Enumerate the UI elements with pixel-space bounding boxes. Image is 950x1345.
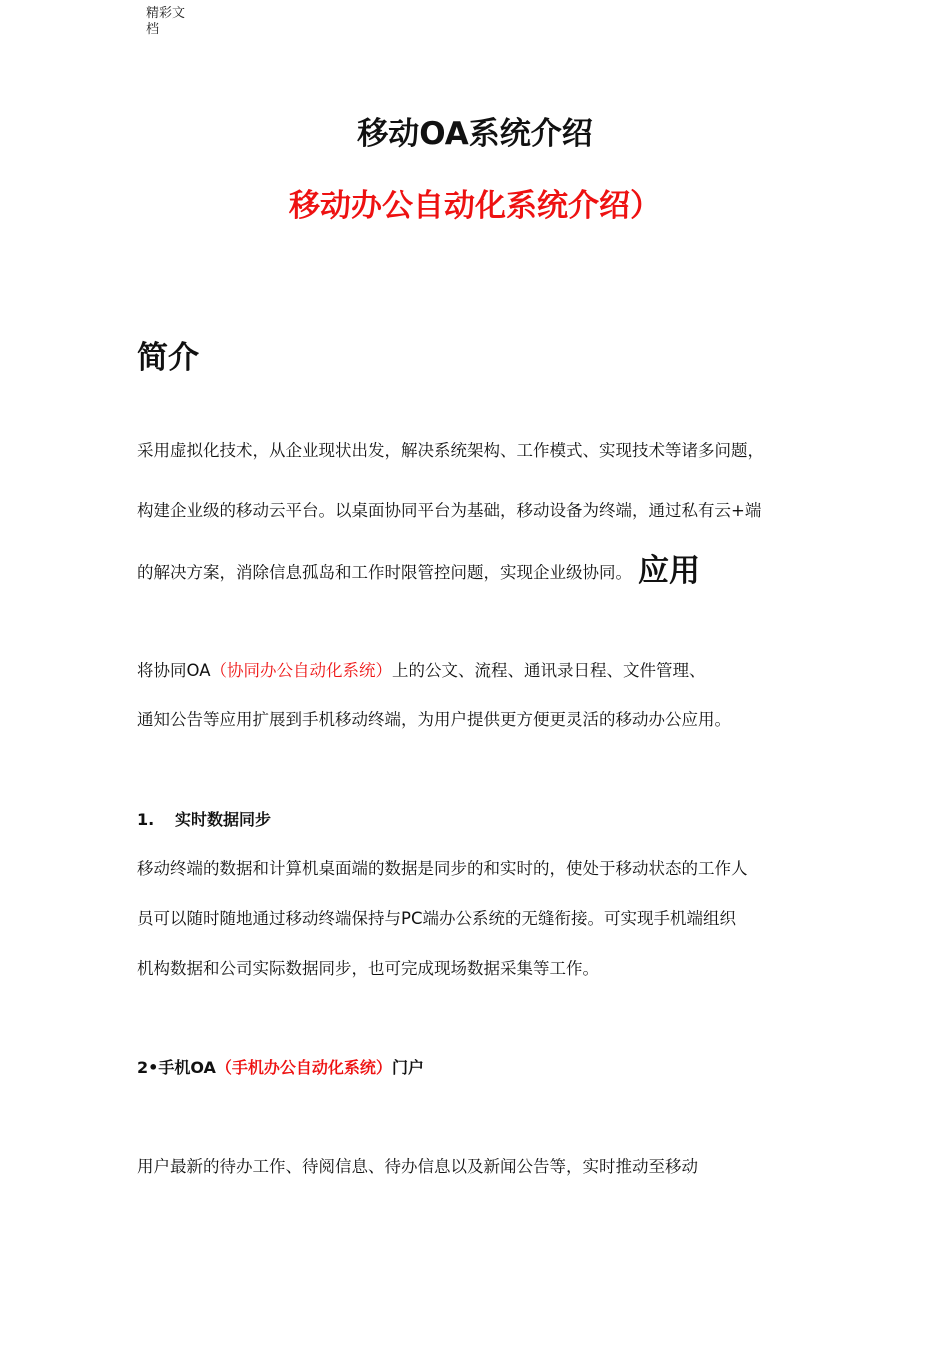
intro-line-2: 构建企业级的移动云平台。以桌面协同平台为基础，移动设备为终端，通过私有云+端	[137, 501, 762, 520]
application-line-1-prefix: 将协同OA	[137, 661, 211, 680]
section-2-heading	[137, 1056, 424, 1080]
intro-line-3	[137, 553, 827, 619]
section-1-number: 1.	[137, 810, 155, 829]
section-2-red: （手机办公自动化系统）	[215, 1058, 392, 1077]
section-1-line-3: 机构数据和公司实际数据同步，也可完成现场数据采集等工作。	[137, 959, 599, 978]
application-line-1	[137, 659, 706, 683]
application-heading: 应用	[638, 553, 700, 589]
section-2-prefix: 2•手机OA	[137, 1058, 216, 1077]
intro-paragraph	[137, 439, 827, 619]
intro-heading: 简介	[137, 340, 199, 376]
document-subtitle: 移动办公自动化系统介绍）	[289, 188, 661, 224]
section-2-line: 用户最新的待办工作、待阅信息、待办信息以及新闻公告等，实时推动至移动	[137, 1157, 698, 1176]
watermark-text: 精彩文档	[146, 6, 186, 37]
intro-line-1: 采用虚拟化技术，从企业现状出发，解决系统架构、工作模式、实现技术等诸多问题，	[137, 441, 764, 460]
section-1-paragraph	[137, 857, 827, 1007]
application-line-1-red: （协同办公自动化系统）	[210, 661, 392, 680]
section-1-line-1: 移动终端的数据和计算机桌面端的数据是同步的和实时的，使处于移动状态的工作人	[137, 859, 748, 878]
section-1-title: 实时数据同步	[175, 810, 272, 829]
intro-line-3-text: 的解决方案，消除信息孤岛和工作时限管控问题，实现企业级协同。	[137, 563, 632, 582]
section-1-heading	[137, 808, 271, 832]
application-line-2: 通知公告等应用扩展到手机移动终端，为用户提供更方便更灵活的移动办公应用。	[137, 710, 731, 729]
document-title: 移动OA系统介绍	[357, 116, 593, 152]
section-1-line-2: 员可以随时随地通过移动终端保持与PC端办公系统的无缝衔接。可实现手机端组织	[137, 909, 736, 928]
application-line-1-suffix: 上的公文、流程、通讯录日程、文件管理、	[392, 661, 706, 680]
section-2-suffix: 门户	[391, 1058, 424, 1077]
